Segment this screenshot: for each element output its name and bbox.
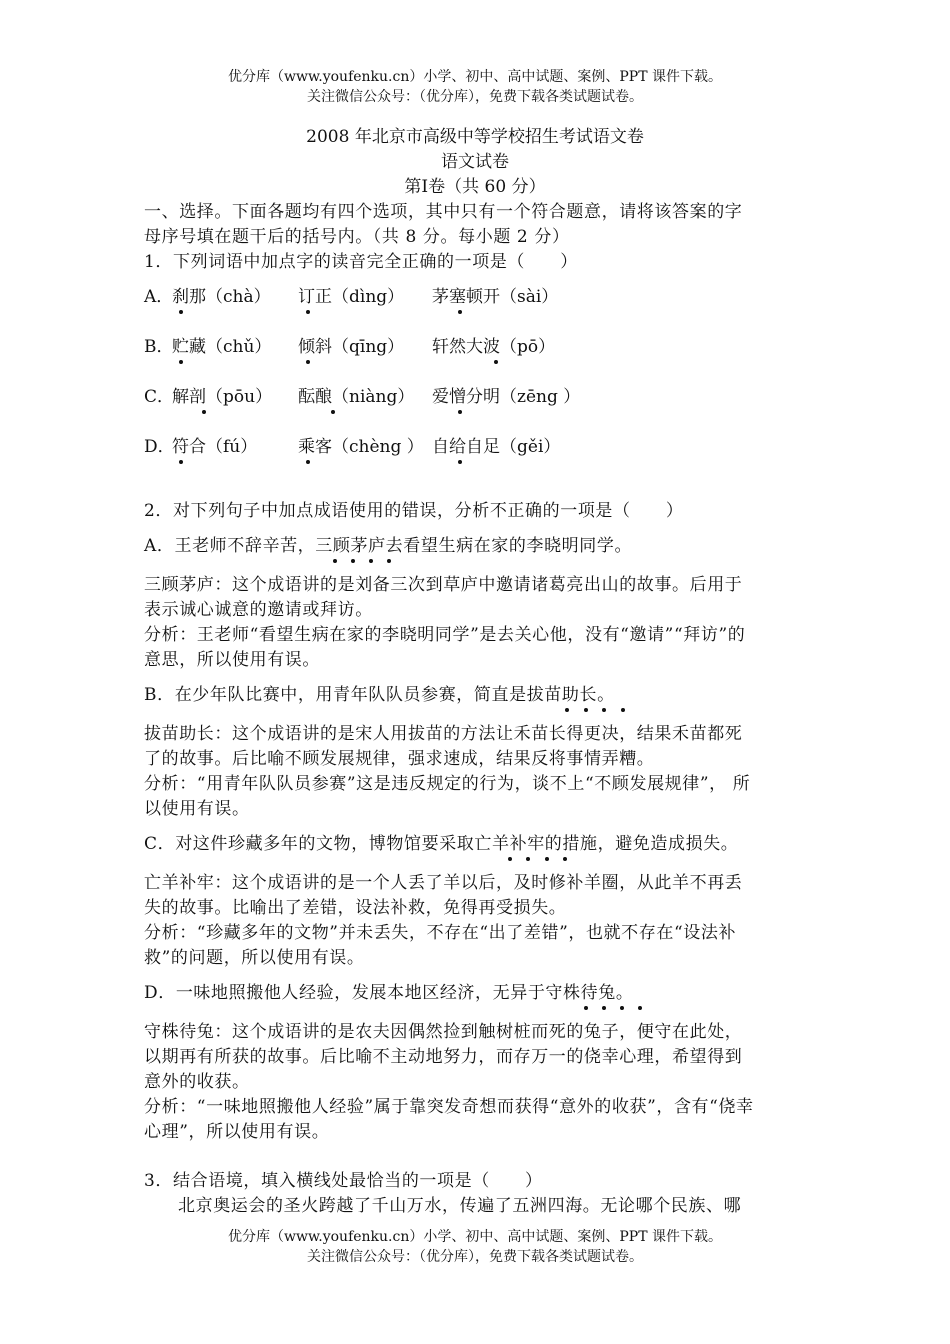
emphasis-dot [565,708,569,712]
emphasis-dot [202,410,206,414]
page-title: 2008 年北京市高级中等学校招生考试语文卷 [306,127,644,147]
option-label: A． [144,287,174,307]
q2-text-line: 分析：“用青年队队员参赛”这是违反规定的行为，谈不上“不顾发展规律”， 所 [144,774,751,794]
option-word-2: 订正（dìng） [298,287,405,307]
emphasis-dot [351,559,355,563]
q2-text-line: 三顾茅庐：这个成语讲的是刘备三次到草庐中邀请诸葛亮出山的故事。后用于 [144,575,743,595]
option-word-3: 自给自足（gěi） [432,437,561,457]
q2-text-line: 分析：“一味地照搬他人经验”属于靠突发奇想而获得“意外的收获”，含有“侥幸 [144,1097,754,1117]
header-line-2: 关注微信公众号：（优分库），免费下载各类试题试卷。 [307,89,643,105]
emphasis-dot [333,559,337,563]
option-word-3: 茅塞顿开（sài） [432,287,559,307]
option-word-3: 爱憎分明（zēng ） [432,387,581,407]
q2-option-a: A．王老师不辞辛苦，三顾茅庐去看望生病在家的李晓明同学。 [144,536,633,556]
emphasis-dot [458,460,462,464]
emphasis-dot [306,360,310,364]
option-word-1: 解剖（pōu） [172,387,273,407]
page-subtitle: 语文试卷 [441,152,509,172]
emphasis-dot [584,1006,588,1010]
option-word-1: 符合（fú） [172,437,258,457]
question-3-stem: 3．结合语境，填入横线处最恰当的一项是（ ） [144,1171,543,1191]
option-word-1: 刹那（chà） [172,287,271,307]
footer-line-1: 优分库（www.youfenku.cn）小学、初中、高中试题、案例、PPT 课件下载。 [227,1229,722,1245]
question-2-stem: 2．对下列句子中加点成语使用的错误，分析不正确的一项是（ ） [144,501,684,521]
q2-text-line: 心理”，所以使用有误。 [144,1122,330,1142]
q2-text-line: 意外的收获。 [144,1072,250,1092]
emphasis-dot [387,559,391,563]
header-line-1: 优分库（www.youfenku.cn）小学、初中、高中试题、案例、PPT 课件下载。 [227,69,722,85]
emphasis-dot [179,460,183,464]
emphasis-dot [179,360,183,364]
part-title: 第Ⅰ卷（共 60 分） [404,177,546,197]
q2-text-line: 表示诚心诚意的邀请或拜访。 [144,600,373,620]
emphasis-dot [306,310,310,314]
option-word-2: 倾斜（qīng） [298,337,405,357]
q2-text-line: 守株待兔：这个成语讲的是农夫因偶然捡到触树桩而死的兔子，便守在此处， [144,1022,743,1042]
emphasis-dot [494,360,498,364]
q2-text-line: 以期再有所获的故事。后比喻不主动地努力，而存万一的侥幸心理，希望得到 [144,1047,743,1067]
emphasis-dot [638,1006,642,1010]
emphasis-dot [602,1006,606,1010]
emphasis-dot [621,708,625,712]
emphasis-dot [369,559,373,563]
section-intro-line-2: 母序号填在题干后的括号内。（共 8 分。每小题 2 分） [144,227,570,247]
option-word-2: 酝酿（niàng） [298,387,415,407]
emphasis-dot [545,857,549,861]
option-label: B． [144,337,174,357]
option-word-2: 乘客（chèng ） [298,437,424,457]
question-1-stem: 1．下列词语中加点字的读音完全正确的一项是（ ） [144,252,578,272]
section-intro-line-1: 一、选择。下面各题均有四个选项，其中只有一个符合题意，请将该答案的字 [144,202,743,222]
emphasis-dot [563,857,567,861]
question-3-passage: 北京奥运会的圣火跨越了千山万水，传遍了五洲四海。无论哪个民族、哪 [178,1196,742,1216]
q2-text-line: 分析：“珍藏多年的文物”并未丢失，不存在“出了差错”，也就不存在“设法补 [144,923,737,943]
option-word-1: 贮藏（chǔ） [172,337,272,357]
q2-text-line: 亡羊补牢：这个成语讲的是一个人丢了羊以后，及时修补羊圈，从此羊不再丢 [144,873,743,893]
option-word-3: 轩然大波（pō） [432,337,556,357]
emphasis-dot [179,310,183,314]
q2-text-line: 了的故事。后比喻不顾发展规律，强求速成，结果反将事情弄糟。 [144,749,655,769]
q2-text-line: 意思，所以使用有误。 [144,650,320,670]
emphasis-dot [508,857,512,861]
emphasis-dot [584,708,588,712]
q2-text-line: 分析：王老师“看望生病在家的李晓明同学”是去关心他，没有“邀请”“拜访”的 [144,625,746,645]
emphasis-dot [620,1006,624,1010]
option-label: D． [144,437,175,457]
q2-text-line: 拔苗助长：这个成语讲的是宋人用拔苗的方法让禾苗长得更决，结果禾苗都死 [144,724,743,744]
q2-option-d: D．一味地照搬他人经验，发展本地区经济，无异于守株待兔。 [144,983,634,1003]
emphasis-dot [458,310,462,314]
option-label: C． [144,387,175,407]
footer-line-2: 关注微信公众号：（优分库），免费下载各类试题试卷。 [307,1249,643,1265]
emphasis-dot [526,857,530,861]
q2-option-c: C．对这件珍藏多年的文物，博物馆要采取亡羊补牢的措施，避免造成损失。 [144,834,739,854]
emphasis-dot [331,410,335,414]
q2-text-line: 失的故事。比喻出了差错，设法补救，免得再受损失。 [144,898,567,918]
emphasis-dot [602,708,606,712]
q2-text-line: 以使用有误。 [144,799,250,819]
q2-option-b: B．在少年队比赛中，用青年队队员参赛，简直是拔苗助长。 [144,685,615,705]
q2-text-line: 救”的问题，所以使用有误。 [144,948,365,968]
emphasis-dot [306,460,310,464]
emphasis-dot [458,410,462,414]
